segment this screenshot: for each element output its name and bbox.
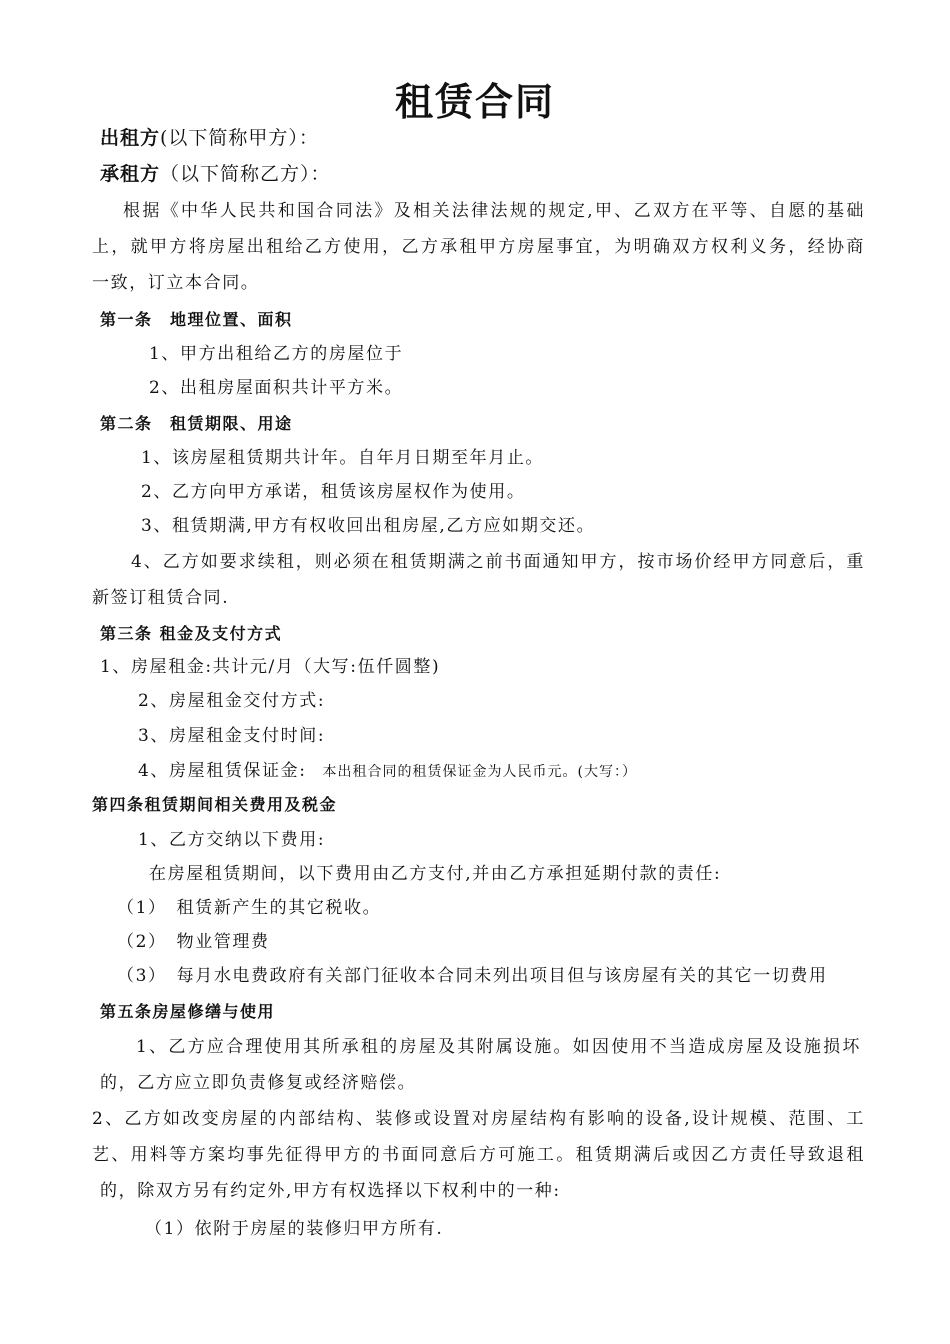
preamble-line: 根据《中华人民共和国合同法》及相关法律法规的规定,甲、乙双方在平等、自愿的基础 [123,201,865,221]
preamble-line: 一致，订立本合同。 [92,273,260,293]
fee-item [117,932,270,952]
fee-item [117,898,381,918]
deposit-note: 本出租合同的租赁保证金为人民币元。(大写：） [322,764,638,780]
fee-number: （2） [117,932,167,952]
article-1-item: 1、甲方出租给乙方的房屋位于 [149,344,404,364]
article-5-heading: 第五条房屋修缮与使用 [100,1002,276,1021]
fee-text: 物业管理费 [176,932,270,952]
article-5-item: 2、乙方如改变房屋的内部结构、装修或设置对房屋结构有影响的设备,设计规模、范围、工 [92,1109,865,1129]
article-3-item: 2、房屋租金交付方式: [138,691,326,711]
fee-text: 每月水电费政府有关部门征收本合同未列出项目但与该房屋有关的其它一切费用 [176,966,828,986]
lessor-line [100,126,319,150]
article-4-heading: 第四条租赁期间相关费用及税金 [92,795,338,814]
lessor-note: (以下简称甲方）： [160,127,319,149]
preamble-line: 上，就甲方将房屋出租给乙方使用，乙方承租甲方房屋事宜，为明确双方权利义务，经协商 [92,237,865,257]
lessor-label: 出租方 [100,127,161,149]
article-2-item: 4、乙方如要求续租，则必须在租赁期满之前书面通知甲方，按市场价经甲方同意后，重 [131,552,865,572]
document-title: 租赁合同 [394,80,555,124]
article-2-item: 新签订租赁合同. [92,588,230,608]
fee-item [117,966,828,986]
article-5-item: 的，除双方另有约定外,甲方有权选择以下权利中的一种: [100,1181,561,1201]
article-2-heading: 第二条 租赁期限、用途 [100,414,293,433]
article-3-item: 3、房屋租金支付时间: [138,726,326,746]
lessee-label: 承租方 [100,163,161,185]
deposit-label: 4、房屋租赁保证金: [138,761,307,781]
lessee-note: （以下简称乙方）： [160,163,331,185]
article-4-item: 在房屋租赁期间，以下费用由乙方支付,并由乙方承担延期付款的责任: [149,864,722,884]
article-4-item: 1、乙方交纳以下费用: [138,830,326,850]
article-5-item: 艺、用料等方案均事先征得甲方的书面同意后方可施工。租赁期满后或因乙方责任导致退租 [92,1145,865,1165]
article-2-item: 2、乙方向甲方承诺，租赁该房屋权作为使用。 [141,482,526,502]
fee-text: 租赁新产生的其它税收。 [176,898,382,918]
article-2-item: 1、该房屋租赁期共计年。自年月日期至年月止。 [141,448,545,468]
article-5-item: 的，乙方应立即负责修复或经济赔偿。 [100,1073,417,1093]
lessee-line [100,162,331,186]
fee-number: （1） [117,898,167,918]
article-5-item: 1、乙方应合理使用其所承租的房屋及其附属设施。如因使用不当造成房屋及设施损坏 [136,1037,861,1057]
article-5-item: （1）依附于房屋的装修归甲方所有. [145,1219,444,1239]
article-2-item: 3、租赁期满,甲方有权收回出租房屋,乙方应如期交还。 [141,516,596,536]
article-1-heading: 第一条 地理位置、面积 [100,310,293,329]
article-3-item: 1、房屋租金:共计元/月（大写:伍仟圆整) [100,657,441,677]
article-3-item [138,761,637,782]
fee-number: （3） [117,966,167,986]
article-3-heading: 第三条 租金及支付方式 [100,624,283,643]
article-1-item: 2、出租房屋面积共计平方米。 [149,378,404,398]
